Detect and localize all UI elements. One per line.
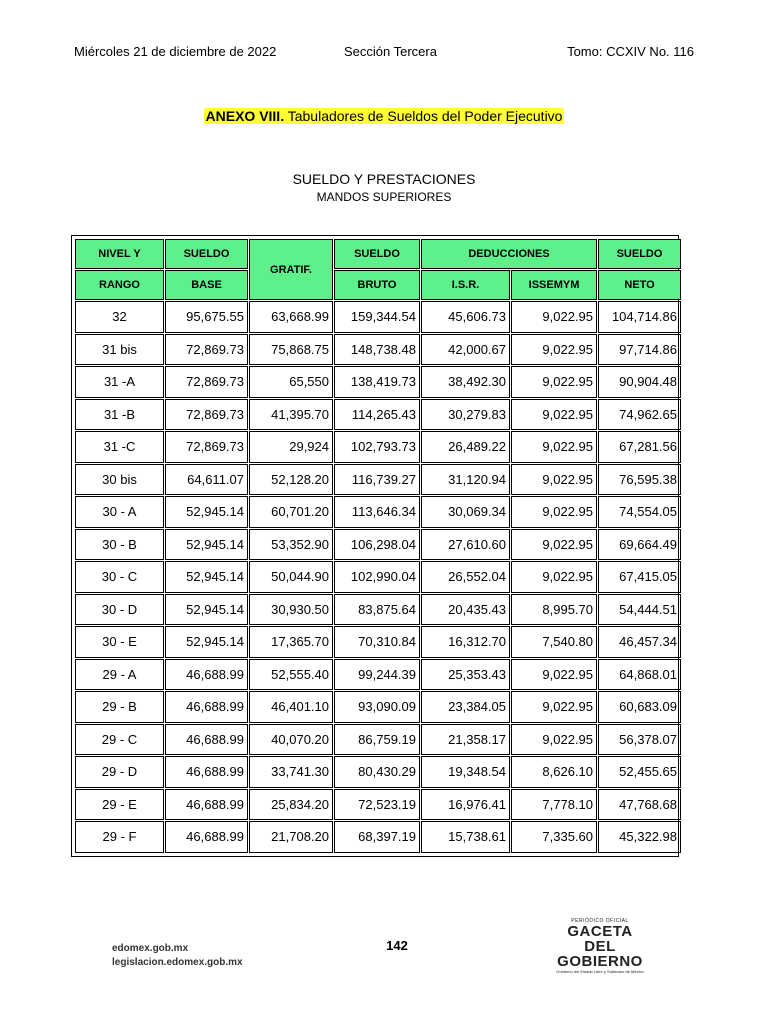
logo-line-2: DEL GOBIERNO — [557, 938, 643, 970]
table-cell: 25,353.43 — [421, 659, 510, 691]
header-section: Sección Tercera — [344, 44, 437, 59]
table-cell: 138,419.73 — [334, 366, 420, 398]
table-cell: 41,395.70 — [249, 399, 333, 431]
table-cell: 29,924 — [249, 431, 333, 463]
table-cell: 26,552.04 — [421, 561, 510, 593]
header-row-1 — [75, 239, 681, 269]
table-cell: 42,000.67 — [421, 334, 510, 366]
annex-title: Tabuladores de Sueldos del Poder Ejecutivo — [287, 108, 563, 124]
annex-heading — [0, 108, 768, 124]
table-cell: 45,322.98 — [598, 821, 681, 853]
table-cell: 114,265.43 — [334, 399, 420, 431]
table-cell: 9,022.95 — [511, 659, 597, 691]
table-row — [75, 756, 681, 788]
table-cell: 63,668.99 — [249, 301, 333, 333]
table-cell: 102,793.73 — [334, 431, 420, 463]
table-row — [75, 431, 681, 463]
annex-highlight — [204, 108, 565, 124]
page-number: 142 — [386, 938, 408, 953]
table-cell: 16,976.41 — [421, 789, 510, 821]
col-header-bruto-a: SUELDO — [334, 239, 420, 269]
table-cell: 46,688.99 — [165, 789, 248, 821]
annex-label: ANEXO VIII. — [205, 108, 285, 124]
header-tome: Tomo: CCXIV No. 116 — [567, 44, 694, 59]
logo-bottom-text: Gobierno del Estado Libre y Soberano de México — [556, 969, 644, 974]
table-row — [75, 821, 681, 853]
table-cell: 148,738.48 — [334, 334, 420, 366]
table-cell: 31 bis — [75, 334, 164, 366]
table-cell: 33,741.30 — [249, 756, 333, 788]
logo-top-text: PERIÓDICO OFICIAL — [571, 918, 629, 924]
table-row — [75, 334, 681, 366]
table-cell: 64,611.07 — [165, 464, 248, 496]
table-cell: 102,990.04 — [334, 561, 420, 593]
table-cell: 15,738.61 — [421, 821, 510, 853]
table-cell: 8,995.70 — [511, 594, 597, 626]
table-cell: 25,834.20 — [249, 789, 333, 821]
table-cell: 60,683.09 — [598, 691, 681, 723]
table-cell: 31,120.94 — [421, 464, 510, 496]
table-cell: 74,554.05 — [598, 496, 681, 528]
table-cell: 52,945.14 — [165, 626, 248, 658]
table-cell: 46,401.10 — [249, 691, 333, 723]
table-cell: 72,523.19 — [334, 789, 420, 821]
table-cell: 46,688.99 — [165, 659, 248, 691]
table-cell: 72,869.73 — [165, 334, 248, 366]
table-cell: 74,962.65 — [598, 399, 681, 431]
col-header-neto-a: SUELDO — [598, 239, 681, 269]
table-cell: 30,930.50 — [249, 594, 333, 626]
table-cell: 52,455.65 — [598, 756, 681, 788]
table-cell: 30 - D — [75, 594, 164, 626]
table-row — [75, 789, 681, 821]
table-row — [75, 399, 681, 431]
table-row — [75, 496, 681, 528]
table-cell: 30,069.34 — [421, 496, 510, 528]
table-cell: 70,310.84 — [334, 626, 420, 658]
col-header-bruto-b: BRUTO — [334, 270, 420, 300]
table-cell: 90,904.48 — [598, 366, 681, 398]
table-cell: 75,868.75 — [249, 334, 333, 366]
table-cell: 46,688.99 — [165, 821, 248, 853]
table-cell: 9,022.95 — [511, 496, 597, 528]
col-header-nivel-a: NIVEL Y — [75, 239, 164, 269]
table-cell: 64,868.01 — [598, 659, 681, 691]
table-cell: 72,869.73 — [165, 431, 248, 463]
table-row — [75, 561, 681, 593]
table-cell: 56,378.07 — [598, 724, 681, 756]
table-row — [75, 366, 681, 398]
table-title: SUELDO Y PRESTACIONES — [292, 171, 476, 187]
table-cell: 7,335.60 — [511, 821, 597, 853]
table-cell: 45,606.73 — [421, 301, 510, 333]
table-cell: 9,022.95 — [511, 561, 597, 593]
table-cell: 21,358.17 — [421, 724, 510, 756]
table-cell: 67,415.05 — [598, 561, 681, 593]
table-cell: 52,945.14 — [165, 496, 248, 528]
gaceta-logo — [540, 918, 660, 974]
table-row — [75, 594, 681, 626]
table-row — [75, 626, 681, 658]
table-cell: 7,540.80 — [511, 626, 597, 658]
table-cell: 29 - D — [75, 756, 164, 788]
table-cell: 69,664.49 — [598, 529, 681, 561]
table-cell: 8,626.10 — [511, 756, 597, 788]
salary-table-frame — [71, 235, 679, 857]
table-cell: 16,312.70 — [421, 626, 510, 658]
col-header-nivel-b: RANGO — [75, 270, 164, 300]
table-cell: 60,701.20 — [249, 496, 333, 528]
table-cell: 29 - E — [75, 789, 164, 821]
table-cell: 23,384.05 — [421, 691, 510, 723]
table-cell: 27,610.60 — [421, 529, 510, 561]
table-cell: 9,022.95 — [511, 334, 597, 366]
table-cell: 46,688.99 — [165, 724, 248, 756]
table-cell: 52,128.20 — [249, 464, 333, 496]
table-cell: 9,022.95 — [511, 431, 597, 463]
table-cell: 106,298.04 — [334, 529, 420, 561]
table-cell: 113,646.34 — [334, 496, 420, 528]
header-row-2 — [75, 270, 681, 300]
col-header-base-a: SUELDO — [165, 239, 248, 269]
col-header-neto-b: NETO — [598, 270, 681, 300]
table-cell: 29 - A — [75, 659, 164, 691]
table-cell: 30 - C — [75, 561, 164, 593]
table-cell: 46,688.99 — [165, 691, 248, 723]
table-cell: 17,365.70 — [249, 626, 333, 658]
header-date: Miércoles 21 de diciembre de 2022 — [74, 44, 277, 59]
table-cell: 26,489.22 — [421, 431, 510, 463]
table-cell: 93,090.09 — [334, 691, 420, 723]
table-cell: 40,070.20 — [249, 724, 333, 756]
table-cell: 52,555.40 — [249, 659, 333, 691]
table-cell: 29 - C — [75, 724, 164, 756]
col-header-isr: I.S.R. — [421, 270, 510, 300]
table-cell: 21,708.20 — [249, 821, 333, 853]
table-cell: 9,022.95 — [511, 529, 597, 561]
table-cell: 30 - B — [75, 529, 164, 561]
col-header-deducciones: DEDUCCIONES — [421, 239, 597, 269]
table-cell: 104,714.86 — [598, 301, 681, 333]
table-cell: 68,397.19 — [334, 821, 420, 853]
table-cell: 99,244.39 — [334, 659, 420, 691]
table-cell: 97,714.86 — [598, 334, 681, 366]
table-cell: 30 - A — [75, 496, 164, 528]
table-cell: 53,352.90 — [249, 529, 333, 561]
table-cell: 72,869.73 — [165, 399, 248, 431]
table-cell: 9,022.95 — [511, 301, 597, 333]
table-cell: 7,778.10 — [511, 789, 597, 821]
salary-table-body — [75, 301, 681, 853]
table-cell: 19,348.54 — [421, 756, 510, 788]
table-row — [75, 301, 681, 333]
table-cell: 9,022.95 — [511, 724, 597, 756]
col-header-gratif: GRATIF. — [249, 239, 333, 300]
table-cell: 46,457.34 — [598, 626, 681, 658]
table-cell: 32 — [75, 301, 164, 333]
table-cell: 52,945.14 — [165, 561, 248, 593]
table-cell: 72,869.73 — [165, 366, 248, 398]
table-cell: 9,022.95 — [511, 399, 597, 431]
table-cell: 9,022.95 — [511, 366, 597, 398]
table-cell: 29 - B — [75, 691, 164, 723]
table-cell: 20,435.43 — [421, 594, 510, 626]
table-cell: 30 - E — [75, 626, 164, 658]
table-cell: 31 -C — [75, 431, 164, 463]
footer-url-legislacion[interactable]: legislacion.edomex.gob.mx — [112, 957, 243, 968]
table-cell: 31 -B — [75, 399, 164, 431]
table-cell: 30,279.83 — [421, 399, 510, 431]
footer-url-edomex[interactable]: edomex.gob.mx — [112, 943, 189, 954]
table-cell: 52,945.14 — [165, 594, 248, 626]
table-cell: 52,945.14 — [165, 529, 248, 561]
table-cell: 116,739.27 — [334, 464, 420, 496]
table-cell: 83,875.64 — [334, 594, 420, 626]
table-row — [75, 659, 681, 691]
table-cell: 31 -A — [75, 366, 164, 398]
salary-table — [74, 238, 682, 854]
table-cell: 67,281.56 — [598, 431, 681, 463]
table-cell: 95,675.55 — [165, 301, 248, 333]
table-cell: 46,688.99 — [165, 756, 248, 788]
table-cell: 80,430.29 — [334, 756, 420, 788]
table-cell: 9,022.95 — [511, 691, 597, 723]
table-subtitle: MANDOS SUPERIORES — [316, 190, 452, 204]
table-row — [75, 529, 681, 561]
table-cell: 29 - F — [75, 821, 164, 853]
table-cell: 50,044.90 — [249, 561, 333, 593]
table-cell: 9,022.95 — [511, 464, 597, 496]
logo-line-1: GACETA — [567, 923, 633, 940]
table-cell: 47,768.68 — [598, 789, 681, 821]
table-row — [75, 691, 681, 723]
table-cell: 54,444.51 — [598, 594, 681, 626]
col-header-base-b: BASE — [165, 270, 248, 300]
table-cell: 86,759.19 — [334, 724, 420, 756]
table-cell: 76,595.38 — [598, 464, 681, 496]
table-row — [75, 724, 681, 756]
col-header-issemym: ISSEMYM — [511, 270, 597, 300]
table-cell: 38,492.30 — [421, 366, 510, 398]
table-cell: 30 bis — [75, 464, 164, 496]
table-row — [75, 464, 681, 496]
table-cell: 159,344.54 — [334, 301, 420, 333]
table-cell: 65,550 — [249, 366, 333, 398]
